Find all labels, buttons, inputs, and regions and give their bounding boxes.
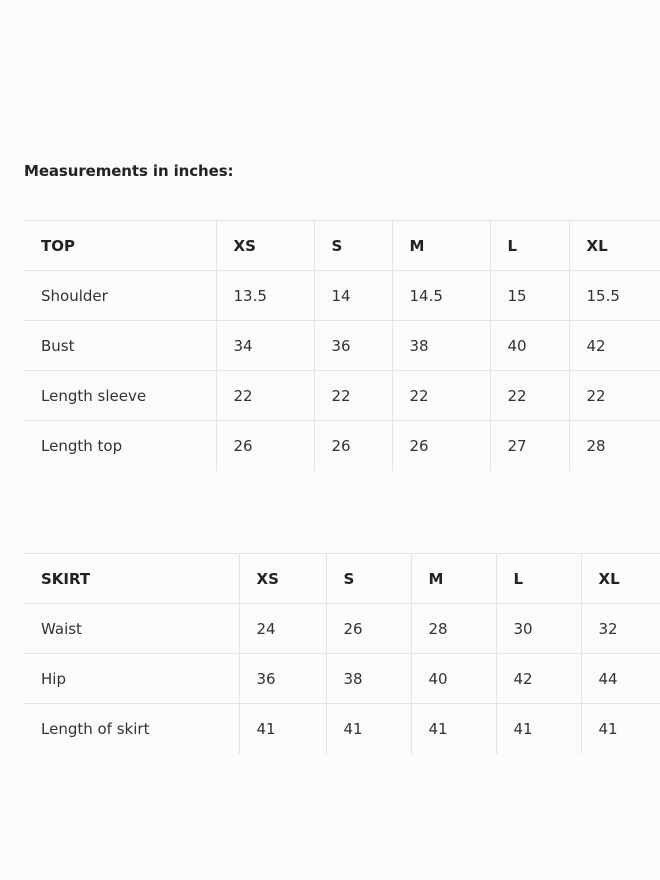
table-cell: 38	[326, 654, 411, 704]
table-cell: 36	[314, 321, 392, 371]
header-cell-garment: TOP	[24, 221, 216, 271]
table-cell: 22	[216, 371, 314, 421]
table-cell: 41	[496, 704, 581, 754]
table-cell: 41	[326, 704, 411, 754]
measurements-heading: Measurements in inches:	[24, 162, 234, 180]
table-header-row	[24, 221, 660, 271]
table-cell: 14.5	[392, 271, 490, 321]
table-cell: 15.5	[569, 271, 660, 321]
table-row	[24, 704, 660, 754]
table-cell: 32	[581, 604, 660, 654]
header-cell-xs: XS	[239, 554, 326, 604]
row-label: Length of skirt	[24, 704, 239, 754]
header-cell-m: M	[411, 554, 496, 604]
table-cell: 26	[326, 604, 411, 654]
row-label: Waist	[24, 604, 239, 654]
table-cell: 26	[216, 421, 314, 471]
table-header-row	[24, 554, 660, 604]
table-cell: 22	[314, 371, 392, 421]
table-row	[24, 604, 660, 654]
header-cell-xl: XL	[569, 221, 660, 271]
table-cell: 14	[314, 271, 392, 321]
row-label: Bust	[24, 321, 216, 371]
table-cell: 41	[239, 704, 326, 754]
table-cell: 30	[496, 604, 581, 654]
table-cell: 22	[569, 371, 660, 421]
row-label: Length top	[24, 421, 216, 471]
header-cell-s: S	[326, 554, 411, 604]
skirt-size-table	[24, 553, 660, 754]
table-cell: 44	[581, 654, 660, 704]
table-cell: 34	[216, 321, 314, 371]
header-cell-xl: XL	[581, 554, 660, 604]
table-cell: 13.5	[216, 271, 314, 321]
table-cell: 42	[496, 654, 581, 704]
header-cell-m: M	[392, 221, 490, 271]
top-size-table	[24, 220, 660, 471]
table-cell: 40	[490, 321, 569, 371]
table-cell: 22	[490, 371, 569, 421]
table-row	[24, 271, 660, 321]
row-label: Shoulder	[24, 271, 216, 321]
table-cell: 40	[411, 654, 496, 704]
table-cell: 15	[490, 271, 569, 321]
table-cell: 26	[314, 421, 392, 471]
table-cell: 26	[392, 421, 490, 471]
table-row	[24, 371, 660, 421]
table-cell: 27	[490, 421, 569, 471]
table-row	[24, 654, 660, 704]
table-cell: 28	[569, 421, 660, 471]
table-row	[24, 421, 660, 471]
header-cell-l: L	[496, 554, 581, 604]
row-label: Hip	[24, 654, 239, 704]
table-cell: 41	[411, 704, 496, 754]
table-cell: 41	[581, 704, 660, 754]
table-row	[24, 321, 660, 371]
table-cell: 42	[569, 321, 660, 371]
header-cell-s: S	[314, 221, 392, 271]
table-cell: 28	[411, 604, 496, 654]
header-cell-garment: SKIRT	[24, 554, 239, 604]
header-cell-l: L	[490, 221, 569, 271]
table-cell: 36	[239, 654, 326, 704]
header-cell-xs: XS	[216, 221, 314, 271]
table-cell: 24	[239, 604, 326, 654]
table-cell: 22	[392, 371, 490, 421]
table-cell: 38	[392, 321, 490, 371]
row-label: Length sleeve	[24, 371, 216, 421]
